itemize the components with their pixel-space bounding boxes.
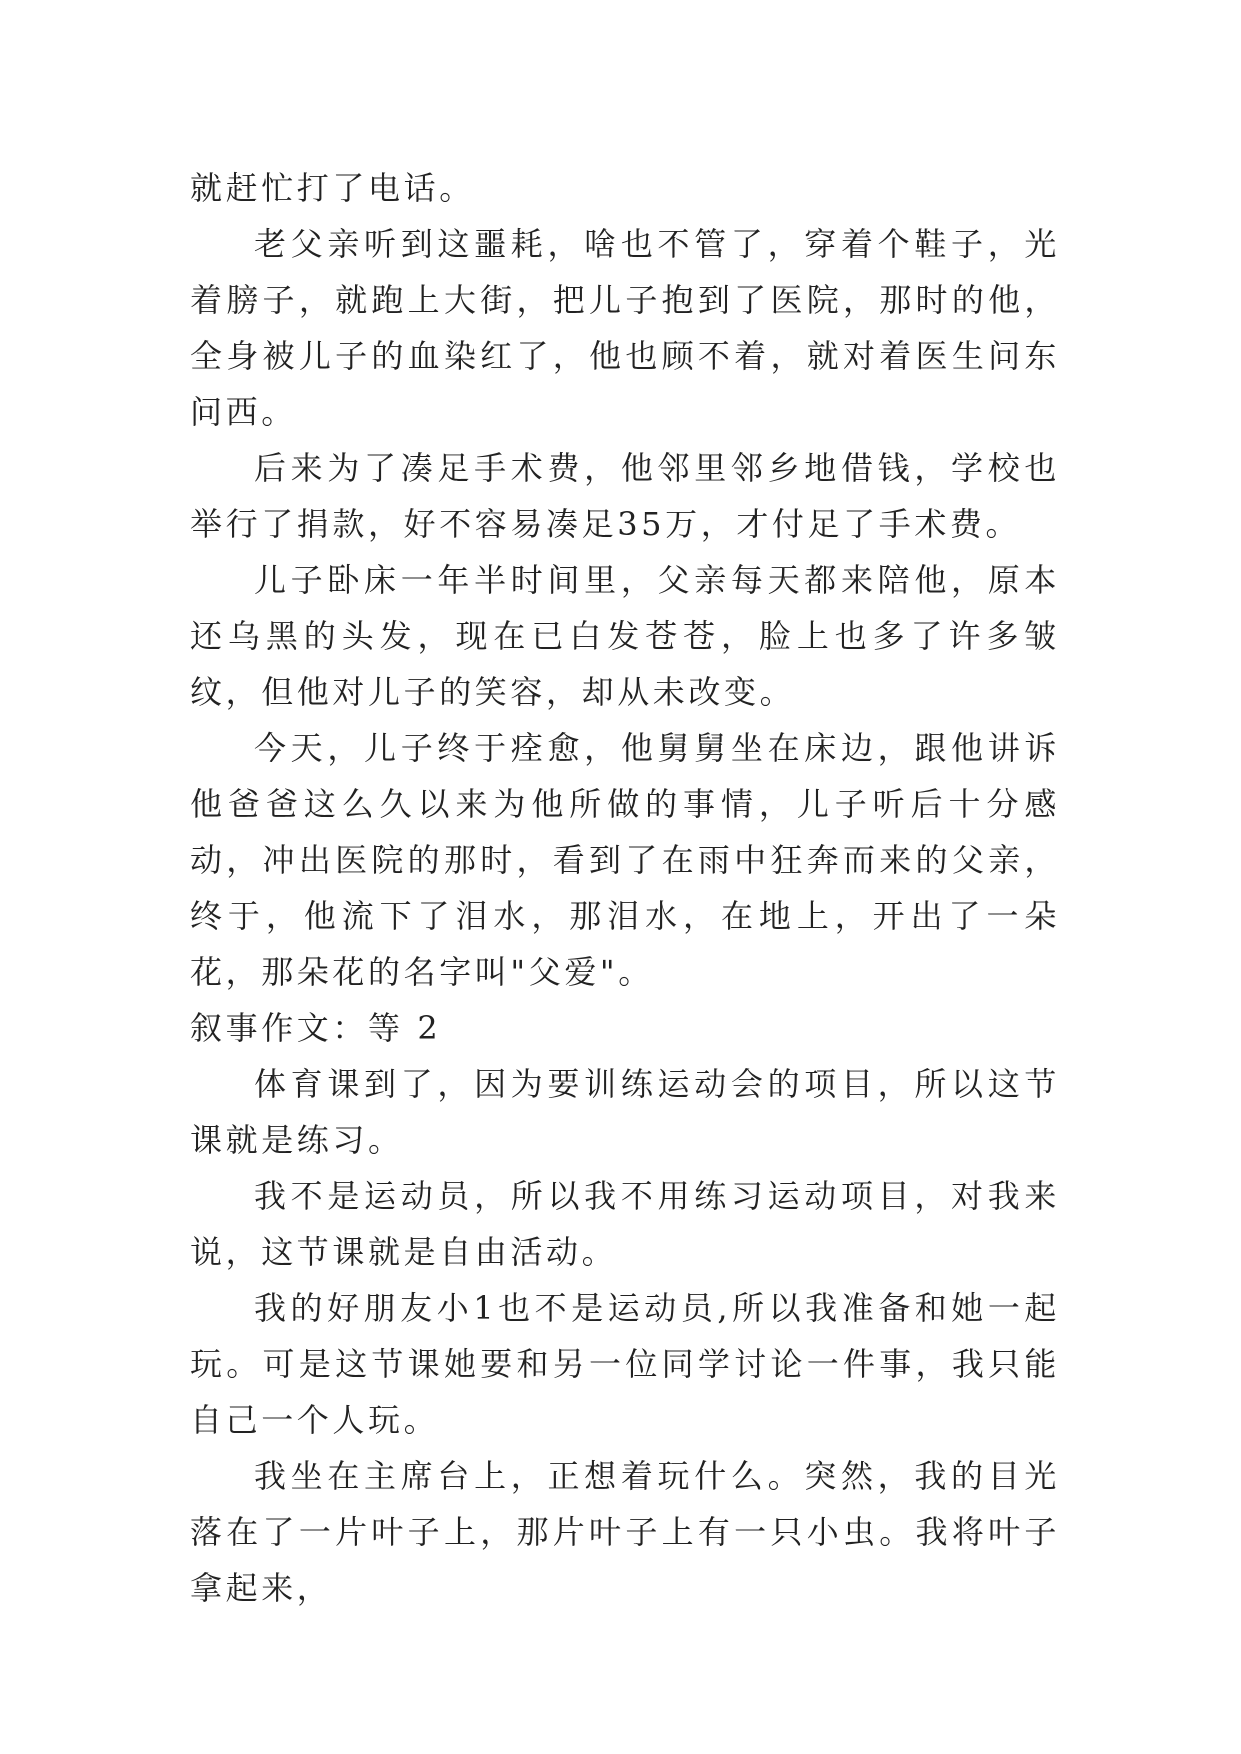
article-body <box>190 160 1060 1616</box>
paragraph: 今天，儿子终于痊愈，他舅舅坐在床边，跟他讲诉他爸爸这么久以来为他所做的事情，儿子听后十分感动，冲出医院的那时，看到了在雨中狂奔而来的父亲，终于，他流下了泪水，那泪水，在地上，开出了一朵花，那朵花的名字叫"父爱"。 <box>190 729 1060 991</box>
paragraph: 儿子卧床一年半时间里，父亲每天都来陪他，原本还乌黑的头发，现在已白发苍苍，脸上也多了许多皱纹，但他对儿子的笑容，却从未改变。 <box>190 561 1060 711</box>
section-heading: 叙事作文：等 2 <box>190 1009 442 1047</box>
paragraph: 老父亲听到这噩耗，啥也不管了，穿着个鞋子，光着膀子，就跑上大街，把儿子抱到了医院，那时的他，全身被儿子的血染红了，他也顾不着，就对着医生问东问西。 <box>190 225 1060 431</box>
paragraph: 我不是运动员，所以我不用练习运动项目，对我来说，这节课就是自由活动。 <box>190 1177 1060 1271</box>
paragraph: 我坐在主席台上，正想着玩什么。突然，我的目光落在了一片叶子上，那片叶子上有一只小虫。我将叶子拿起来， <box>190 1457 1060 1607</box>
paragraph: 我的好朋友小1也不是运动员,所以我准备和她一起玩。可是这节课她要和另一位同学讨论一件事，我只能自己一个人玩。 <box>190 1289 1060 1439</box>
paragraph-continuation: 就赶忙打了电话。 <box>190 169 475 207</box>
paragraph: 体育课到了，因为要训练运动会的项目，所以这节课就是练习。 <box>190 1065 1060 1159</box>
paragraph: 后来为了凑足手术费，他邻里邻乡地借钱，学校也举行了捐款，好不容易凑足35万，才付足了手术费。 <box>190 449 1060 543</box>
